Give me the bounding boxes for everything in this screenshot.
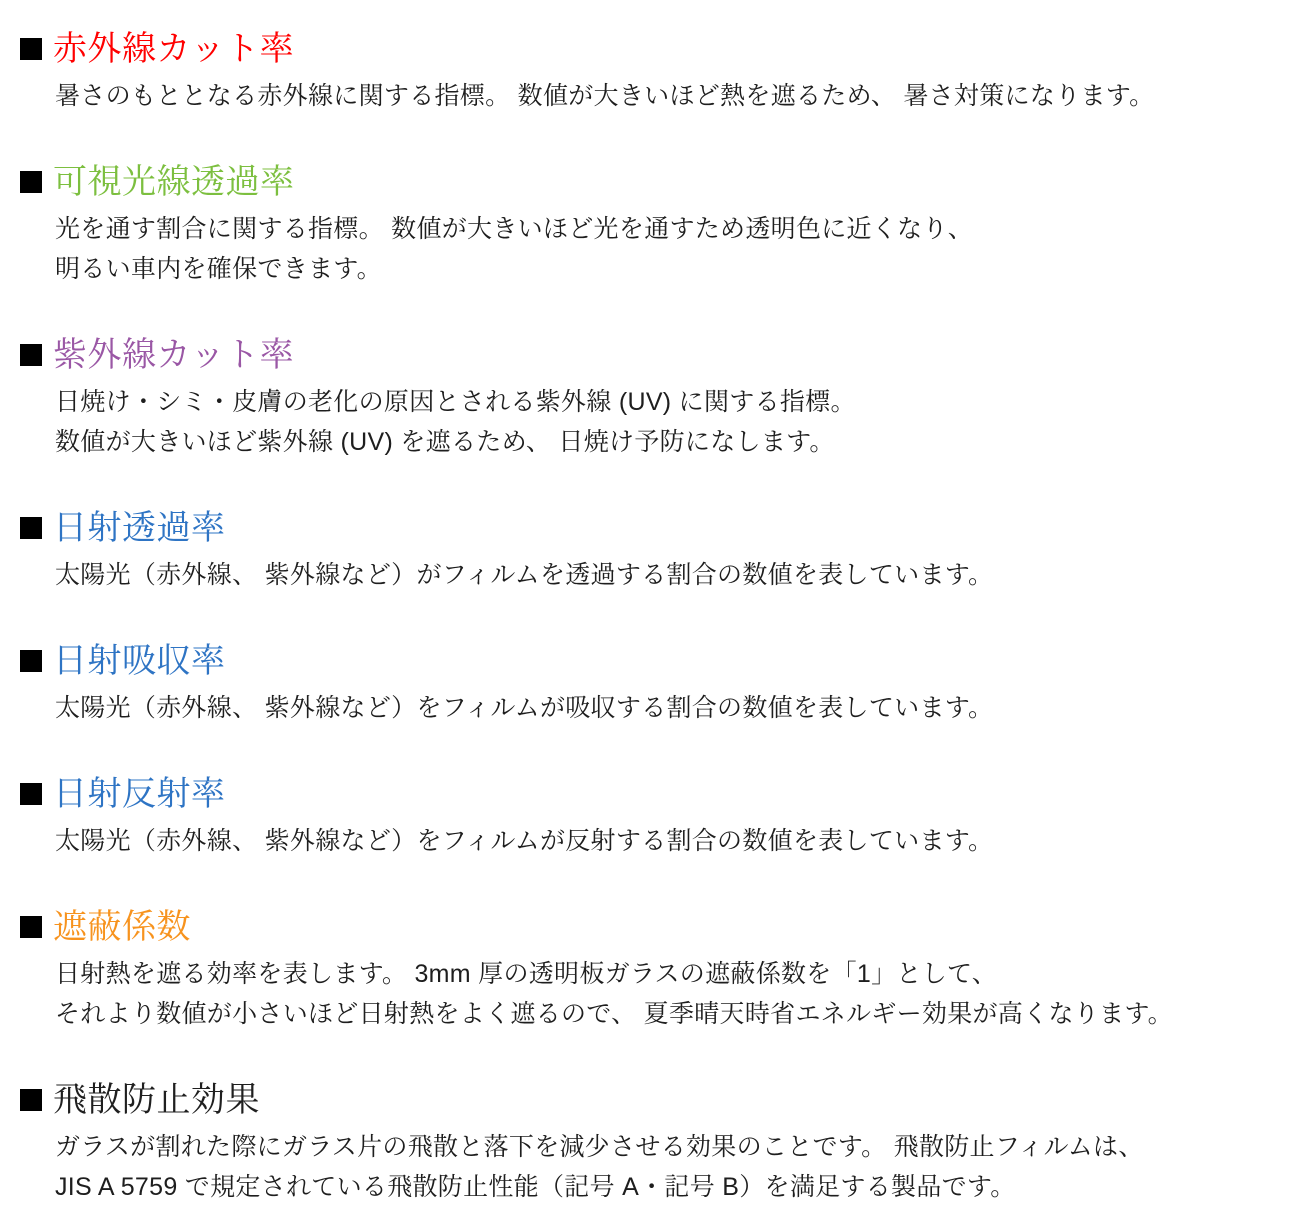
term-heading	[20, 904, 1280, 950]
term-description-line: それより数値が小さいほど日射熱をよく遮るので、 夏季晴天時省エネルギー効果が高くなります。	[55, 1000, 1173, 1028]
term-heading	[20, 771, 1280, 817]
term-title: 日射透過率	[53, 509, 226, 547]
term-description-line: 太陽光（赤外線、 紫外線など）がフィルムを透過する割合の数値を表しています。	[55, 561, 994, 589]
term-description-line: ガラスが割れた際にガラス片の飛散と落下を減少させる効果のことです。 飛散防止フィルムは、	[55, 1133, 1144, 1161]
term-heading	[20, 1077, 1280, 1123]
square-bullet-icon	[20, 171, 42, 193]
term-heading	[20, 332, 1280, 378]
term-section-solar-absorption	[20, 638, 1280, 728]
term-section-infrared-cut	[20, 26, 1280, 116]
square-bullet-icon	[20, 916, 42, 938]
term-heading	[20, 638, 1280, 684]
term-description-line: 太陽光（赤外線、 紫外線など）をフィルムが吸収する割合の数値を表しています。	[55, 694, 994, 722]
term-description-line: 日射熱を遮る効率を表します。 3mm 厚の透明板ガラスの遮蔽係数を「1」として、	[55, 960, 998, 988]
square-bullet-icon	[20, 650, 42, 672]
square-bullet-icon	[20, 38, 42, 60]
term-section-solar-reflectance	[20, 771, 1280, 861]
term-description-line: JIS A 5759 で規定されている飛散防止性能（記号 A・記号 B）を満足する製品です。	[55, 1173, 1016, 1201]
term-heading	[20, 26, 1280, 72]
term-section-shading-coefficient	[20, 904, 1280, 1034]
term-title: 日射吸収率	[53, 642, 226, 680]
term-description-line: 光を通す割合に関する指標。 数値が大きいほど光を通すため透明色に近くなり、	[55, 215, 974, 243]
term-title: 飛散防止効果	[53, 1081, 260, 1119]
term-section-uv-cut	[20, 332, 1280, 462]
term-section-solar-transmittance	[20, 505, 1280, 595]
term-description-line: 数値が大きいほど紫外線 (UV) を遮るため、 日焼け予防になします。	[55, 428, 835, 456]
term-title: 赤外線カット率	[53, 30, 295, 68]
square-bullet-icon	[20, 1089, 42, 1111]
square-bullet-icon	[20, 783, 42, 805]
term-section-shatterproof-effect	[20, 1077, 1280, 1207]
term-heading	[20, 505, 1280, 551]
term-section-visible-light-transmittance	[20, 159, 1280, 289]
term-heading	[20, 159, 1280, 205]
square-bullet-icon	[20, 344, 42, 366]
term-description-line: 暑さのもととなる赤外線に関する指標。 数値が大きいほど熱を遮るため、 暑さ対策になります。	[55, 82, 1155, 110]
square-bullet-icon	[20, 517, 42, 539]
term-description-line: 日焼け・シミ・皮膚の老化の原因とされる紫外線 (UV) に関する指標。	[55, 388, 856, 416]
term-title: 紫外線カット率	[53, 336, 295, 374]
term-title: 遮蔽係数	[53, 908, 191, 946]
term-title: 可視光線透過率	[53, 163, 295, 201]
term-title: 日射反射率	[53, 775, 226, 813]
term-description-line: 太陽光（赤外線、 紫外線など）をフィルムが反射する割合の数値を表しています。	[55, 827, 994, 855]
term-description-line: 明るい車内を確保できます。	[55, 255, 382, 283]
